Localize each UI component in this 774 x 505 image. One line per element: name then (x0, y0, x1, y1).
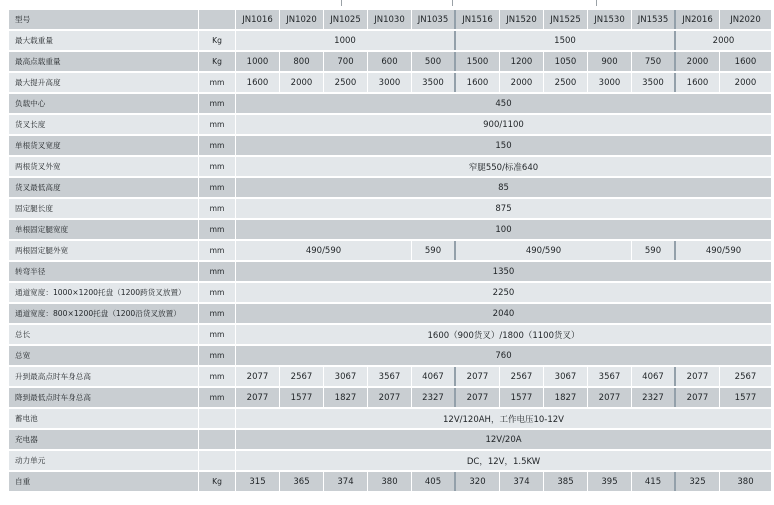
top-marker (596, 0, 597, 6)
param-unit: mm (199, 262, 236, 281)
value-cell: 2567 (500, 367, 544, 386)
value-cell: 2500 (544, 73, 588, 92)
param-name: 动力单元 (9, 451, 199, 470)
value-cell: 1200 (500, 52, 544, 71)
spec-table-body (9, 10, 772, 491)
value-cell: 4067 (412, 367, 456, 386)
param-name: 最高点载重量 (9, 52, 199, 71)
spec-row (9, 220, 772, 239)
value-cell: 3067 (324, 367, 368, 386)
spec-row (9, 115, 772, 134)
param-name: 货叉最低高度 (9, 178, 199, 197)
value-cell: 395 (588, 472, 632, 491)
param-unit (199, 451, 236, 470)
spec-row (9, 241, 772, 260)
value-cell: 2567 (280, 367, 324, 386)
value-cell: 2077 (456, 367, 500, 386)
value-cell: 1600（900货叉）/1800（1100货叉） (236, 325, 772, 344)
value-cell: 700 (324, 52, 368, 71)
param-name: 蓄电池 (9, 409, 199, 428)
value-cell: 3000 (368, 73, 412, 92)
value-cell: 2077 (676, 388, 720, 407)
param-name: 两根货叉外宽 (9, 157, 199, 176)
value-cell: 2077 (368, 388, 412, 407)
spec-row (9, 346, 772, 365)
spec-row (9, 283, 772, 302)
value-cell: 365 (280, 472, 324, 491)
value-cell: 1500 (456, 52, 500, 71)
spec-row (9, 472, 772, 491)
value-cell: 2077 (588, 388, 632, 407)
value-cell: 490/590 (676, 241, 772, 260)
spec-row (9, 367, 772, 386)
param-name: 单根固定腿宽度 (9, 220, 199, 239)
value-cell: 2000 (676, 52, 720, 71)
value-cell: 85 (236, 178, 772, 197)
value-cell: 450 (236, 94, 772, 113)
value-cell: 150 (236, 136, 772, 155)
value-cell: 3567 (588, 367, 632, 386)
spec-table (9, 8, 772, 493)
value-cell: 500 (412, 52, 456, 71)
value-cell: 窄腿550/标准640 (236, 157, 772, 176)
value-cell: 590 (412, 241, 456, 260)
value-cell: 1827 (324, 388, 368, 407)
spec-row (9, 178, 772, 197)
value-cell: 3500 (632, 73, 676, 92)
param-unit: mm (199, 220, 236, 239)
value-cell: 600 (368, 52, 412, 71)
value-cell: 750 (632, 52, 676, 71)
value-cell: 1577 (720, 388, 772, 407)
spec-row (9, 10, 772, 29)
value-cell: 3567 (368, 367, 412, 386)
value-cell: 2000 (720, 73, 772, 92)
param-name: 固定腿长度 (9, 199, 199, 218)
param-unit: Kg (199, 52, 236, 71)
param-name: 转弯半径 (9, 262, 199, 281)
value-cell: 3000 (588, 73, 632, 92)
value-cell: 385 (544, 472, 588, 491)
value-cell: 1000 (236, 52, 280, 71)
value-cell: 100 (236, 220, 772, 239)
value-cell: 415 (632, 472, 676, 491)
spec-row (9, 262, 772, 281)
param-unit: mm (199, 178, 236, 197)
value-cell: JN1016 (236, 10, 280, 29)
param-unit: mm (199, 199, 236, 218)
value-cell: 380 (720, 472, 772, 491)
param-unit: Kg (199, 31, 236, 50)
value-cell: 800 (280, 52, 324, 71)
value-cell: 1577 (280, 388, 324, 407)
param-unit: mm (199, 136, 236, 155)
value-cell: JN1025 (324, 10, 368, 29)
value-cell: 875 (236, 199, 772, 218)
param-unit: mm (199, 346, 236, 365)
value-cell: 2000 (500, 73, 544, 92)
value-cell: 490/590 (456, 241, 632, 260)
spec-row (9, 94, 772, 113)
value-cell: JN2020 (720, 10, 772, 29)
spec-row (9, 31, 772, 50)
spec-row (9, 451, 772, 470)
param-unit: mm (199, 283, 236, 302)
value-cell: JN1035 (412, 10, 456, 29)
param-name: 降到最低点时车身总高 (9, 388, 199, 407)
param-name: 单根货叉宽度 (9, 136, 199, 155)
param-unit: mm (199, 73, 236, 92)
value-cell: 2250 (236, 283, 772, 302)
param-unit: mm (199, 325, 236, 344)
value-cell: JN1516 (456, 10, 500, 29)
value-cell: 2000 (280, 73, 324, 92)
value-cell: 2077 (456, 388, 500, 407)
spec-row (9, 325, 772, 344)
param-unit: mm (199, 157, 236, 176)
value-cell: 1500 (456, 31, 676, 50)
param-unit: mm (199, 304, 236, 323)
value-cell: 4067 (632, 367, 676, 386)
value-cell: JN2016 (676, 10, 720, 29)
param-name: 最大载重量 (9, 31, 199, 50)
spec-row (9, 52, 772, 71)
param-name: 型号 (9, 10, 199, 29)
value-cell: JN1520 (500, 10, 544, 29)
value-cell: 490/590 (236, 241, 412, 260)
value-cell: 380 (368, 472, 412, 491)
param-unit: mm (199, 241, 236, 260)
value-cell: 2567 (720, 367, 772, 386)
value-cell: JN1535 (632, 10, 676, 29)
value-cell: 1600 (456, 73, 500, 92)
value-cell: 2077 (236, 367, 280, 386)
spec-row (9, 430, 772, 449)
param-name: 总长 (9, 325, 199, 344)
param-name: 两根固定腿外宽 (9, 241, 199, 260)
value-cell: 1577 (500, 388, 544, 407)
spec-row (9, 157, 772, 176)
value-cell: 2077 (236, 388, 280, 407)
value-cell: 760 (236, 346, 772, 365)
spec-row (9, 304, 772, 323)
value-cell: 1350 (236, 262, 772, 281)
value-cell: 12V/20A (236, 430, 772, 449)
value-cell: 900/1100 (236, 115, 772, 134)
param-unit: Kg (199, 472, 236, 491)
value-cell: 320 (456, 472, 500, 491)
param-name: 负载中心 (9, 94, 199, 113)
param-name: 通道宽度：800×1200托盘（1200沿货叉放置） (9, 304, 199, 323)
value-cell: 315 (236, 472, 280, 491)
spec-row (9, 73, 772, 92)
spec-row (9, 388, 772, 407)
value-cell: 2327 (412, 388, 456, 407)
value-cell: 1050 (544, 52, 588, 71)
value-cell: JN1030 (368, 10, 412, 29)
value-cell: 900 (588, 52, 632, 71)
value-cell: 1600 (720, 52, 772, 71)
value-cell: 374 (500, 472, 544, 491)
param-name: 自重 (9, 472, 199, 491)
param-unit: mm (199, 115, 236, 134)
value-cell: 325 (676, 472, 720, 491)
param-unit (199, 430, 236, 449)
value-cell: 405 (412, 472, 456, 491)
value-cell: 1000 (236, 31, 456, 50)
value-cell: 1600 (676, 73, 720, 92)
value-cell: 2327 (632, 388, 676, 407)
param-name: 最大提升高度 (9, 73, 199, 92)
value-cell: 2077 (676, 367, 720, 386)
param-name: 总宽 (9, 346, 199, 365)
spec-row (9, 409, 772, 428)
param-name: 升到最高点时车身总高 (9, 367, 199, 386)
value-cell: 12V/120AH，工作电压10-12V (236, 409, 772, 428)
param-name: 充电器 (9, 430, 199, 449)
value-cell: 3500 (412, 73, 456, 92)
value-cell: JN1525 (544, 10, 588, 29)
value-cell: 374 (324, 472, 368, 491)
top-marker (341, 0, 342, 6)
value-cell: 1600 (236, 73, 280, 92)
value-cell: JN1020 (280, 10, 324, 29)
value-cell: 590 (632, 241, 676, 260)
value-cell: 1827 (544, 388, 588, 407)
value-cell: JN1530 (588, 10, 632, 29)
value-cell: DC，12V，1.5KW (236, 451, 772, 470)
param-unit: mm (199, 388, 236, 407)
value-cell: 2500 (324, 73, 368, 92)
param-name: 通道宽度：1000×1200托盘（1200跨货叉放置） (9, 283, 199, 302)
param-name: 货叉长度 (9, 115, 199, 134)
param-unit: mm (199, 94, 236, 113)
param-unit: mm (199, 367, 236, 386)
value-cell: 2040 (236, 304, 772, 323)
value-cell: 3067 (544, 367, 588, 386)
param-unit (199, 409, 236, 428)
spec-row (9, 136, 772, 155)
top-marker (452, 0, 453, 6)
param-unit (199, 10, 236, 29)
value-cell: 2000 (676, 31, 772, 50)
spec-row (9, 199, 772, 218)
